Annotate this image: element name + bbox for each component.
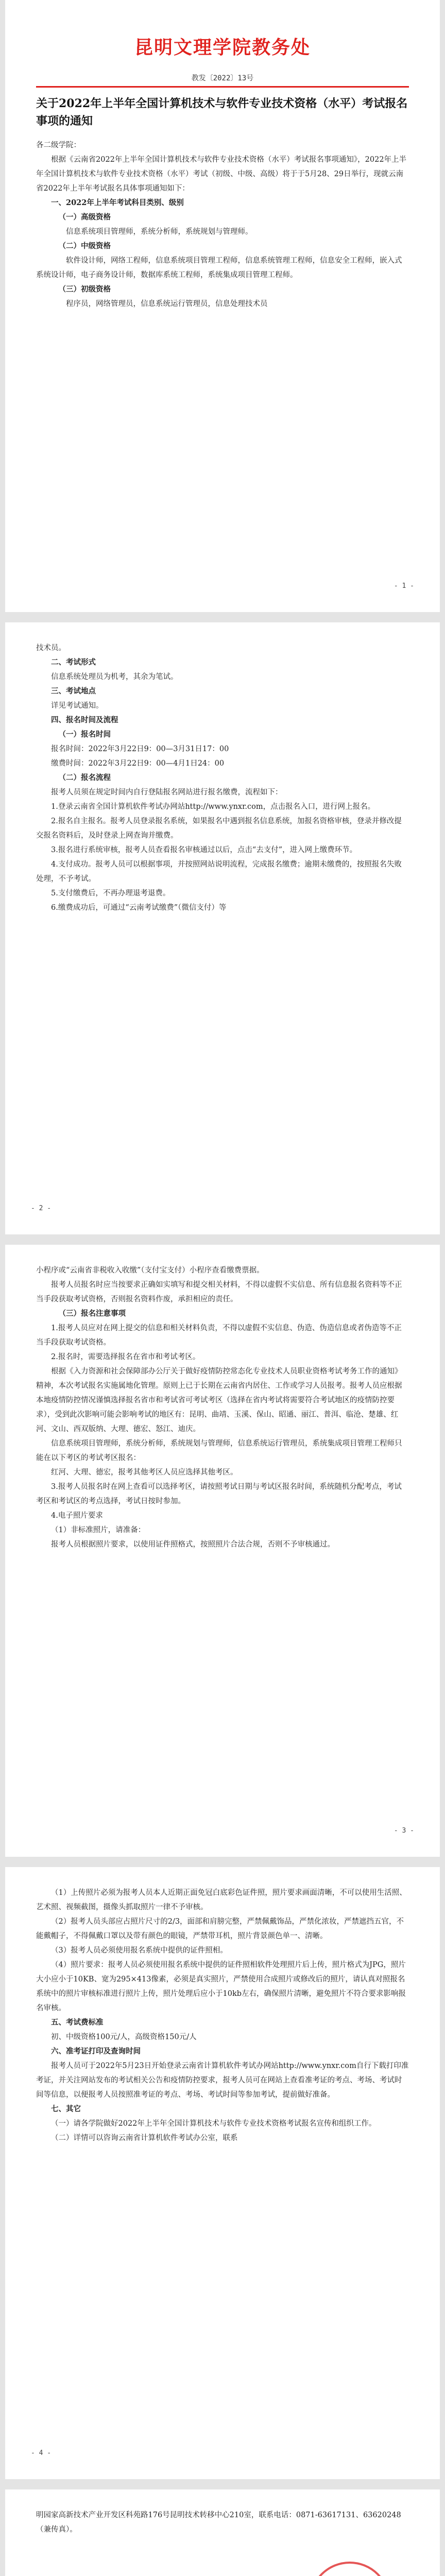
bureau-header: 昆明文理学院教务处 xyxy=(134,37,311,58)
page-1 xyxy=(5,0,440,612)
paragraph: 信息系统处理员为机考，其余为笔试。 xyxy=(51,673,178,681)
list-item: 4.支付成功。报考人员可以根据事项，并按照网站说明流程，完成报名缴费；逾期未缴费的，按照报名失败处理，不予考试。 xyxy=(36,860,402,883)
paragraph: 报考人员须在规定时间内自行登陆报名网站进行报名缴费，流程如下： xyxy=(51,788,283,796)
list-item: 5.支付缴费后，不再办理退考退费。 xyxy=(51,889,170,897)
section-heading-4: 四、报名时间及流程 xyxy=(51,716,118,724)
list-item: 6.缴费成功后，可通过“云南考试缴费”（微信支付）等 xyxy=(51,904,227,912)
paragraph: 缴费时间：2022年3月22日9：00—4月1日24：00 xyxy=(51,759,225,768)
list-item: 3.报考人员报名时在网上查看可以选择考区，请按照考试日期与考试区报名时间，系统随机分配考点，考试考区和考试区的考点选择，考试日按时参加。 xyxy=(36,1483,402,1505)
subsection-heading: （一）高级资格 xyxy=(58,213,111,222)
page-number: - 3 - xyxy=(393,1827,414,1835)
subsection-heading: （三）报名注意事项 xyxy=(58,1309,126,1318)
page-number: - 1 - xyxy=(393,582,414,590)
doc-number: 教发〔2022〕13号 xyxy=(191,74,254,82)
section-heading-5: 五、考试费标准 xyxy=(51,2018,104,2027)
list-item: （2）报考人员头部应占照片尺寸的2/3，面部和肩膀完整，严禁佩戴饰品，严禁化浓妆，严禁遮挡五官，不能戴帽子，不得佩戴口罩以及带有颜色的眼镜，严禁带耳机，照片背景颜色单一、清晰。 xyxy=(36,1918,404,1940)
list-item: 根据《入力资源和社会保障部办公厅关于做好疫情防控常态化专业技术人员职业资格考试考务工作的通知》精神，本次考试报名实施属地化管理。原则上已于长期在云南省内居住、工作或学习人员报考。报考人员应根据本地疫情防控情况谨慎选择报名省市和考试省可考试考区（选择在省内考试将需要符合考试地区的疫情防控要求），受到此次影响可能会影响考试的地区有：昆明、曲靖、玉溪、保山、昭通、丽江、普洱、临沧、楚雄、红河、文山、西双版纳、大理、德宏、怒江、迪庆。 xyxy=(36,1367,402,1433)
section-heading-1: 一、2022年上半年考试科目类别、级别 xyxy=(51,198,184,207)
subsection-heading: （二）报名流程 xyxy=(58,773,111,782)
list-item: 1.登录云南省全国计算机软件考试办网站http://www.ynxr.com，点击报名入口，进行网上报名。 xyxy=(51,803,375,811)
subsection-heading: （二）中级资格 xyxy=(58,242,111,250)
intro-paragraph: 根据《云南省2022年上半年全国计算机技术与软件专业技术资格（水平）考试报名事项通知》，2022年上半年全国计算机技术与软件专业技术资格（水平）考试（初级、中级、高级）将于于5月28、29日举行，现就云南省2022年上半年考试报名具体事项通知如下： xyxy=(36,156,407,193)
page-number: - 2 - xyxy=(31,1205,52,1212)
list-item: 报考人员根据照片要求，以使用证件照格式，按照照片合法合规，否则不予审核通过。 xyxy=(51,1540,335,1549)
paragraph: 软件设计师，网络工程师，信息系统项目管理工程师，信息系统管理工程师，信息安全工程师，嵌入式系统设计师，电子商务设计师，数据库系统工程师，系统集成项目管理工程师。 xyxy=(36,257,402,279)
list-item: 2.报名自主报名。报考人员登录报名系统，如果报名中遇到报名信息系统，加报名资格审核，登录并修改提交报名资料后，及时登录上网查询并缴费。 xyxy=(36,817,402,840)
page-3 xyxy=(5,1245,440,1857)
doc-title: 关于2022年上半年全国计算机技术与软件专业技术资格（水平）考试报名事项的通知 xyxy=(36,97,408,128)
list-item: （1）非标准照片，请准备： xyxy=(51,1526,146,1534)
section-heading-2: 二、考试形式 xyxy=(51,658,96,667)
paragraph: 报考人员可于2022年5月23日开始登录云南省计算机软件考试办网站http://www.ynxr.com自行下载打印准考证，并关注网站发布的考试相关公告和疫情防控要求，报考人员可在网站上查看准考证的考点、考场、考试时间等信息，以便报考人员按照准考证的考点、考场、考试时间等参加考试，提前做好准备。 xyxy=(36,2062,409,2099)
contact-paragraph: 明园家高新技术产业开发区科苑路176号昆明技术转移中心210室，联系电话：0871-63617131、63620248（兼传真）。 xyxy=(36,2511,401,2534)
list-item: （1）上传照片必须为报考人员本人近期正面免冠白底彩色证件照，照片要求画面清晰，不可以使用生活照、艺术照、视频截图，摄像头抓取照片一律不予审核。 xyxy=(36,1889,407,1911)
paragraph: （一）请各学院做好2022年上半年全国计算机技术与软件专业技术资格考试报名宣传和组织工作。 xyxy=(51,2120,376,2128)
list-item: 1.报考人员应对在网上提交的信息和相关材料负责，不得以虚假不实信息、伪造、伪造信息或者伪造等不正当手段获取考试资格。 xyxy=(36,1324,402,1347)
list-item: （4）照片要求：报考人员必须使用报名系统中提供的证件照相软件处理照片后上传，照片格式为JPG，照片大小应小于10KB、宽为295×413像素，必须是真实照片，严禁使用合成照片或修改后的照片，请认真对照报名系统中的照片审核标准进行照片上传，照片处理后应小于10kb左右，确保照片清晰，避免照片不符合要求影响报名审核。 xyxy=(36,1961,406,2012)
list-item: 红河、大理、德宏，报考其他考区人员应选择其他考区。 xyxy=(51,1468,238,1477)
section-heading-6: 六、准考证打印及查询时间 xyxy=(51,2047,141,2056)
list-item: 4.电子照片要求 xyxy=(51,1512,103,1520)
paragraph: 详见考试通知。 xyxy=(51,702,104,710)
paragraph: （二）详情可以咨询云南省计算机软件考试办公室，联系 xyxy=(51,2134,238,2142)
red-divider-line xyxy=(36,86,409,88)
paragraph: 程序员，网络管理员，信息系统运行管理员，信息处理技术员 xyxy=(66,300,268,308)
paragraph: 报考人员报名时应当按要求正确如实填写和提交相关材料，不得以虚假不实信息、所有信息报名资料等不正当手段获取考试资格，否则报名资料作废，承担相应的责任。 xyxy=(36,1281,402,1303)
paragraph: 报名时间：2022年3月22日9：00—3月31日17：00 xyxy=(51,745,229,753)
paragraph: 小程序或“云南省非税收入收缴”（支付宝支付）小程序查看缴费票据。 xyxy=(36,1266,264,1275)
seal-graphic xyxy=(311,2564,388,2576)
section-heading-7: 七、其它 xyxy=(51,2105,81,2113)
subsection-heading: （一）报名时间 xyxy=(58,730,111,739)
page-2 xyxy=(5,622,440,1234)
section-heading-3: 三、考试地点 xyxy=(51,687,96,696)
subsection-heading: （三）初级资格 xyxy=(58,285,111,294)
list-item: 信息系统项目管理师，系统分析师，系统规划与管理师，信息系统运行管理员，系统集成项目管理工程师只能在以下考区的考试考区报名： xyxy=(36,1439,402,1462)
official-seal-icon xyxy=(309,2562,390,2576)
list-item: 3.报名进行系统审核，报考人员查看报名审核通过以后，点击“去支付”，进入网上缴费环节。 xyxy=(51,846,357,854)
list-item: （3）报考人员必须使用报名系统中提供的证件照相。 xyxy=(51,1946,228,1955)
page-5 xyxy=(5,2489,440,2576)
page-4 xyxy=(5,1867,440,2479)
paragraph: 技术员。 xyxy=(36,644,66,652)
salutation: 各二级学院： xyxy=(36,141,81,149)
list-item: 2.报名时，需要选择报名在省市和考试考区。 xyxy=(51,1353,200,1361)
paragraph: 初、中级资格100元/人，高级资格150元/人 xyxy=(51,2033,197,2041)
page-number: - 4 - xyxy=(31,2449,52,2457)
paragraph: 信息系统项目管理师，系统分析师，系统规划与管理师。 xyxy=(66,228,253,236)
